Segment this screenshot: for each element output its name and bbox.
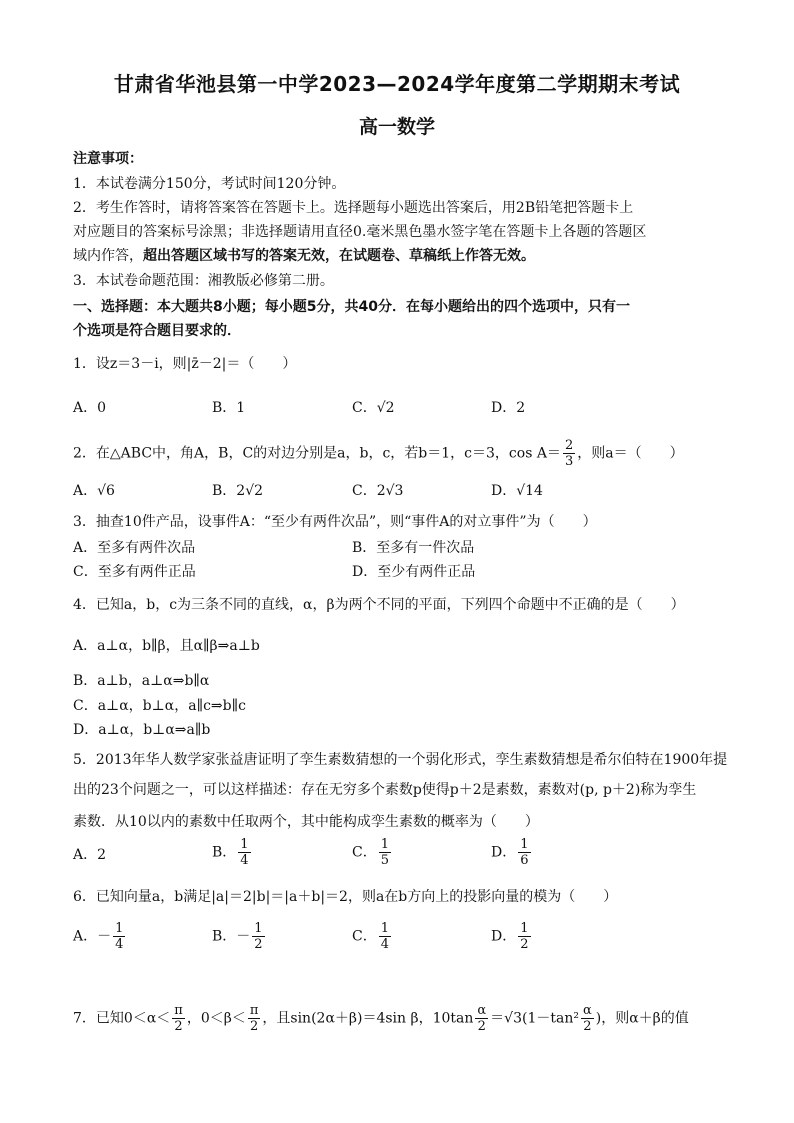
exam-title: 甘肃省华池县第一中学2023—2024学年度第二学期期末考试	[113, 72, 681, 96]
question-5-line-3: 素数．从10以内的素数中任取两个，其中能构成孪生素数的概率为（ ）	[73, 814, 539, 830]
q2-frac-numerator: 2	[564, 438, 574, 453]
q5-option-b-label: B．	[212, 844, 237, 861]
q5-option-d-fraction	[518, 837, 530, 868]
q5-b-numerator: 1	[240, 837, 249, 852]
q7-two-c: 2	[477, 1019, 486, 1034]
q5-option-a: A．2	[73, 847, 107, 863]
q5-option-c	[352, 837, 393, 868]
note-item-3: 3．本试卷命题范围：湘教版必修第二册。	[73, 273, 334, 289]
q7-two-d: 2	[583, 1019, 592, 1034]
note-item-2-line-3-plain: 域内作答，	[73, 248, 143, 264]
q1-option-b: B．1	[212, 400, 246, 416]
q6-a-numerator: 1	[115, 921, 124, 936]
q6-option-b	[212, 921, 267, 952]
q7-alpha-a: α	[477, 1003, 487, 1018]
q6-option-a	[73, 921, 127, 952]
notes-heading: 注意事项：	[73, 151, 143, 167]
q7-pi-a: π	[174, 1003, 183, 1018]
q1-option-d: D．2	[491, 400, 526, 416]
q6-option-d-fraction	[518, 921, 530, 952]
question-3-stem: 3．抽查10件产品，设事件A：“至少有两件次品”，则“事件A的对立事件”为（ ）	[73, 514, 597, 530]
note-item-2-line-2: 对应题目的答案标号涂黑；非选择题请用直径0.毫米黑色墨水签字笔在答题卡上各题的答题区	[73, 224, 647, 240]
q7-pi-over-2-b	[248, 1003, 261, 1034]
q6-b-numerator: 1	[254, 921, 263, 936]
q7-two-b: 2	[249, 1019, 259, 1034]
q2-option-c: C．2√3	[352, 483, 404, 499]
q5-option-b	[212, 837, 253, 868]
section-heading-line-1: 一、选择题：本大题共8小题；每小题5分，共40分．在每小题给出的四个选项中，只有一	[73, 299, 630, 315]
q4-option-d: D．a⊥α，b⊥α⇒a∥b	[73, 722, 211, 738]
q6-option-d	[491, 921, 533, 952]
q6-option-a-label: A．－	[73, 928, 112, 945]
q7-pi-over-2-a	[172, 1003, 185, 1034]
q6-option-c-label: C．	[352, 928, 377, 945]
note-item-2-line-1: 2．考生作答时，请将答案答在答题卡上。选择题每小题选出答案后，用2B铅笔把答题卡上	[73, 200, 634, 216]
q7-two-a: 2	[174, 1019, 183, 1034]
q6-d-numerator: 1	[520, 921, 529, 936]
q6-d-denominator: 2	[520, 937, 529, 952]
q7-part-1: 7．已知0＜α＜	[73, 1010, 171, 1027]
question-5-line-2: 出的23个问题之一，可以这样描述：存在无穷多个素数p使得p＋2是素数，素数对(p, p＋2)称为孪生	[73, 782, 697, 798]
q6-option-b-label: B．－	[212, 928, 251, 945]
q7-part-4: ＝√3(1－tan²	[490, 1010, 579, 1027]
question-5-line-1: 5．2013年华人数学家张益唐证明了孪生素数猜想的一个弱化形式，孪生素数猜想是希尔伯特在1900年提	[73, 752, 728, 768]
question-7-stem	[73, 1003, 689, 1034]
q7-alpha-over-2-a	[475, 1003, 488, 1034]
q5-option-d-label: D．	[491, 844, 517, 861]
q2-cos-fraction	[563, 438, 575, 469]
q7-part-5: )，则α＋β的值	[595, 1010, 689, 1027]
note-item-2-line-3-bold: 超出答题区域书写的答案无效，在试题卷、草稿纸上作答无效。	[143, 248, 535, 264]
q7-alpha-b: α	[582, 1003, 592, 1018]
q2-option-a: A．√6	[73, 483, 115, 499]
q6-option-a-fraction	[113, 921, 125, 952]
question-4-stem: 4．已知a，b，c为三条不同的直线，α，β为两个不同的平面，下列四个命题中不正确的是（ ）	[73, 597, 685, 613]
q3-option-d: D．至少有两件正品	[352, 564, 476, 580]
q6-c-denominator: 4	[380, 937, 389, 952]
q5-d-denominator: 6	[520, 853, 529, 868]
q4-option-a: A．a⊥α，b∥β，且α∥β⇒a⊥b	[73, 638, 260, 654]
q5-c-numerator: 1	[380, 837, 389, 852]
q6-option-c-fraction	[379, 921, 391, 952]
q5-option-b-fraction	[238, 837, 250, 868]
q1-option-c: C．√2	[352, 400, 395, 416]
q6-option-c	[352, 921, 393, 952]
q4-option-b: B．a⊥b，a⊥α⇒b∥α	[73, 673, 210, 689]
q7-pi-b: π	[249, 1003, 259, 1018]
q6-a-denominator: 4	[115, 937, 124, 952]
note-item-2-line-3	[73, 247, 535, 265]
q7-part-3: ，且sin(2α＋β)＝4sin β，10tan	[262, 1010, 474, 1027]
q3-option-c: C．至多有两件正品	[73, 564, 196, 580]
q5-option-c-label: C．	[352, 844, 377, 861]
q5-option-c-fraction	[379, 837, 391, 868]
q6-b-denominator: 2	[254, 937, 263, 952]
q5-b-denominator: 4	[240, 853, 249, 868]
q7-part-2: ，0＜β＜	[186, 1010, 246, 1027]
q2-stem-part-1: 2．在△ABC中，角A，B，C的对边分别是a，b，c，若b＝1，c＝3，cos A＝	[73, 445, 561, 462]
q2-frac-denominator: 3	[564, 454, 574, 469]
q5-c-denominator: 5	[380, 853, 389, 868]
question-2-stem	[73, 438, 684, 469]
question-1-stem: 1．设z＝3－i，则|z̄－2|＝（ ）	[73, 356, 297, 372]
section-heading-line-2: 个选项是符合题目要求的．	[73, 323, 241, 339]
q3-option-b: B．至多有一件次品	[352, 540, 475, 556]
q2-option-b: B．2√2	[212, 483, 264, 499]
q5-d-numerator: 1	[520, 837, 529, 852]
q6-option-d-label: D．	[491, 928, 517, 945]
note-item-1: 1．本试卷满分150分，考试时间120分钟。	[73, 176, 346, 192]
question-6-stem: 6．已知向量a，b满足|a|＝2|b|＝|a＋b|＝2，则a在b方向上的投影向量的模为（ ）	[73, 889, 618, 905]
q1-option-a: A．0	[73, 400, 107, 416]
q3-option-a: A．至多有两件次品	[73, 540, 196, 556]
q2-option-d: D．√14	[491, 483, 543, 499]
q7-alpha-over-2-b	[581, 1003, 594, 1034]
q6-option-b-fraction	[252, 921, 264, 952]
exam-subtitle: 高一数学	[358, 116, 435, 138]
q2-stem-part-2: ，则a＝（ ）	[577, 445, 684, 462]
q6-c-numerator: 1	[380, 921, 389, 936]
q5-option-d	[491, 837, 533, 868]
q4-option-c: C．a⊥α，b⊥α，a∥c⇒b∥c	[73, 698, 246, 714]
